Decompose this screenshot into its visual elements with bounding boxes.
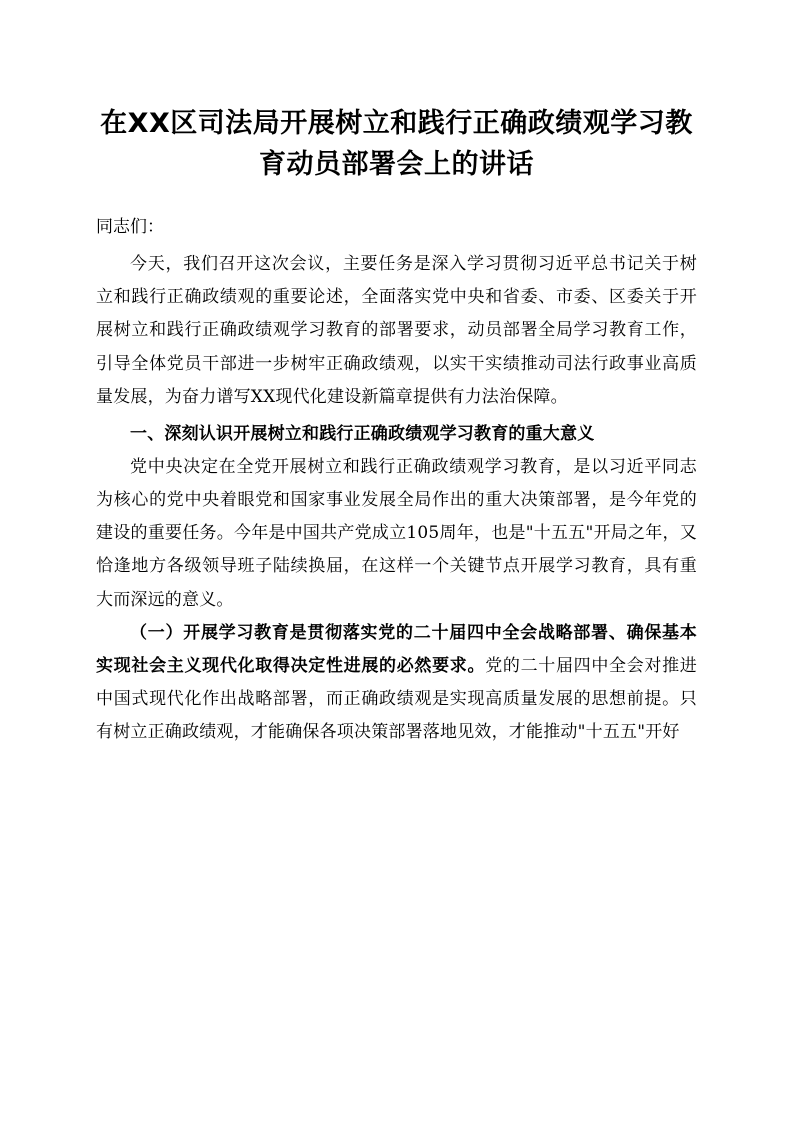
paragraph-intro: 今天，我们召开这次会议，主要任务是深入学习贯彻习近平总书记关于树立和践行正确政绩观的重要论述，全面落实党中央和省委、市委、区委关于开展树立和践行正确政绩观学习教育的部署要求，动员部署全局学习教育工作，引导全体党员干部进一步树牢正确政绩观，以实干实绩推动司法行政事业高质量发展，为奋力谱写XX现代化建设新篇章提供有力法治保障。 xyxy=(96,254,697,407)
section-heading-1: 一、深刻认识开展树立和践行正确政绩观学习教育的重大意义 xyxy=(130,423,595,444)
paragraph-significance: 党中央决定在全党开展树立和践行正确政绩观学习教育，是以习近平同志为核心的党中央着眼党和国家事业发展全局作出的重大决策部署，是今年党的建设的重要任务。今年是中国共产党成立105周年，也是"十五五"开局之年，又恰逢地方各级领导班子陆续换届，在这样一个关键节点开展学习教育，具有重大而深远的意义。 xyxy=(96,456,697,610)
paragraph-subsection-a xyxy=(96,617,697,750)
subsection-a-body: 党的二十届四中全会对推进中国式现代化作出战略部署，而正确政绩观是实现高质量发展的思想前提。只有树立正确政绩观，才能确保各项决策部署落地见效，才能推动"十五五"开好 xyxy=(96,655,697,743)
page-title: 在XX区司法局开展树立和践行正确政绩观学习教育动员部署会上的讲话 xyxy=(100,108,693,180)
subsection-a-lead: （一）开展学习教育是贯彻落实党的二十届四中全会战略部署、确保基本实现社会主义现代化取得决定性进展的必然要求。 xyxy=(96,622,697,676)
salutation: 同志们： xyxy=(96,217,164,237)
